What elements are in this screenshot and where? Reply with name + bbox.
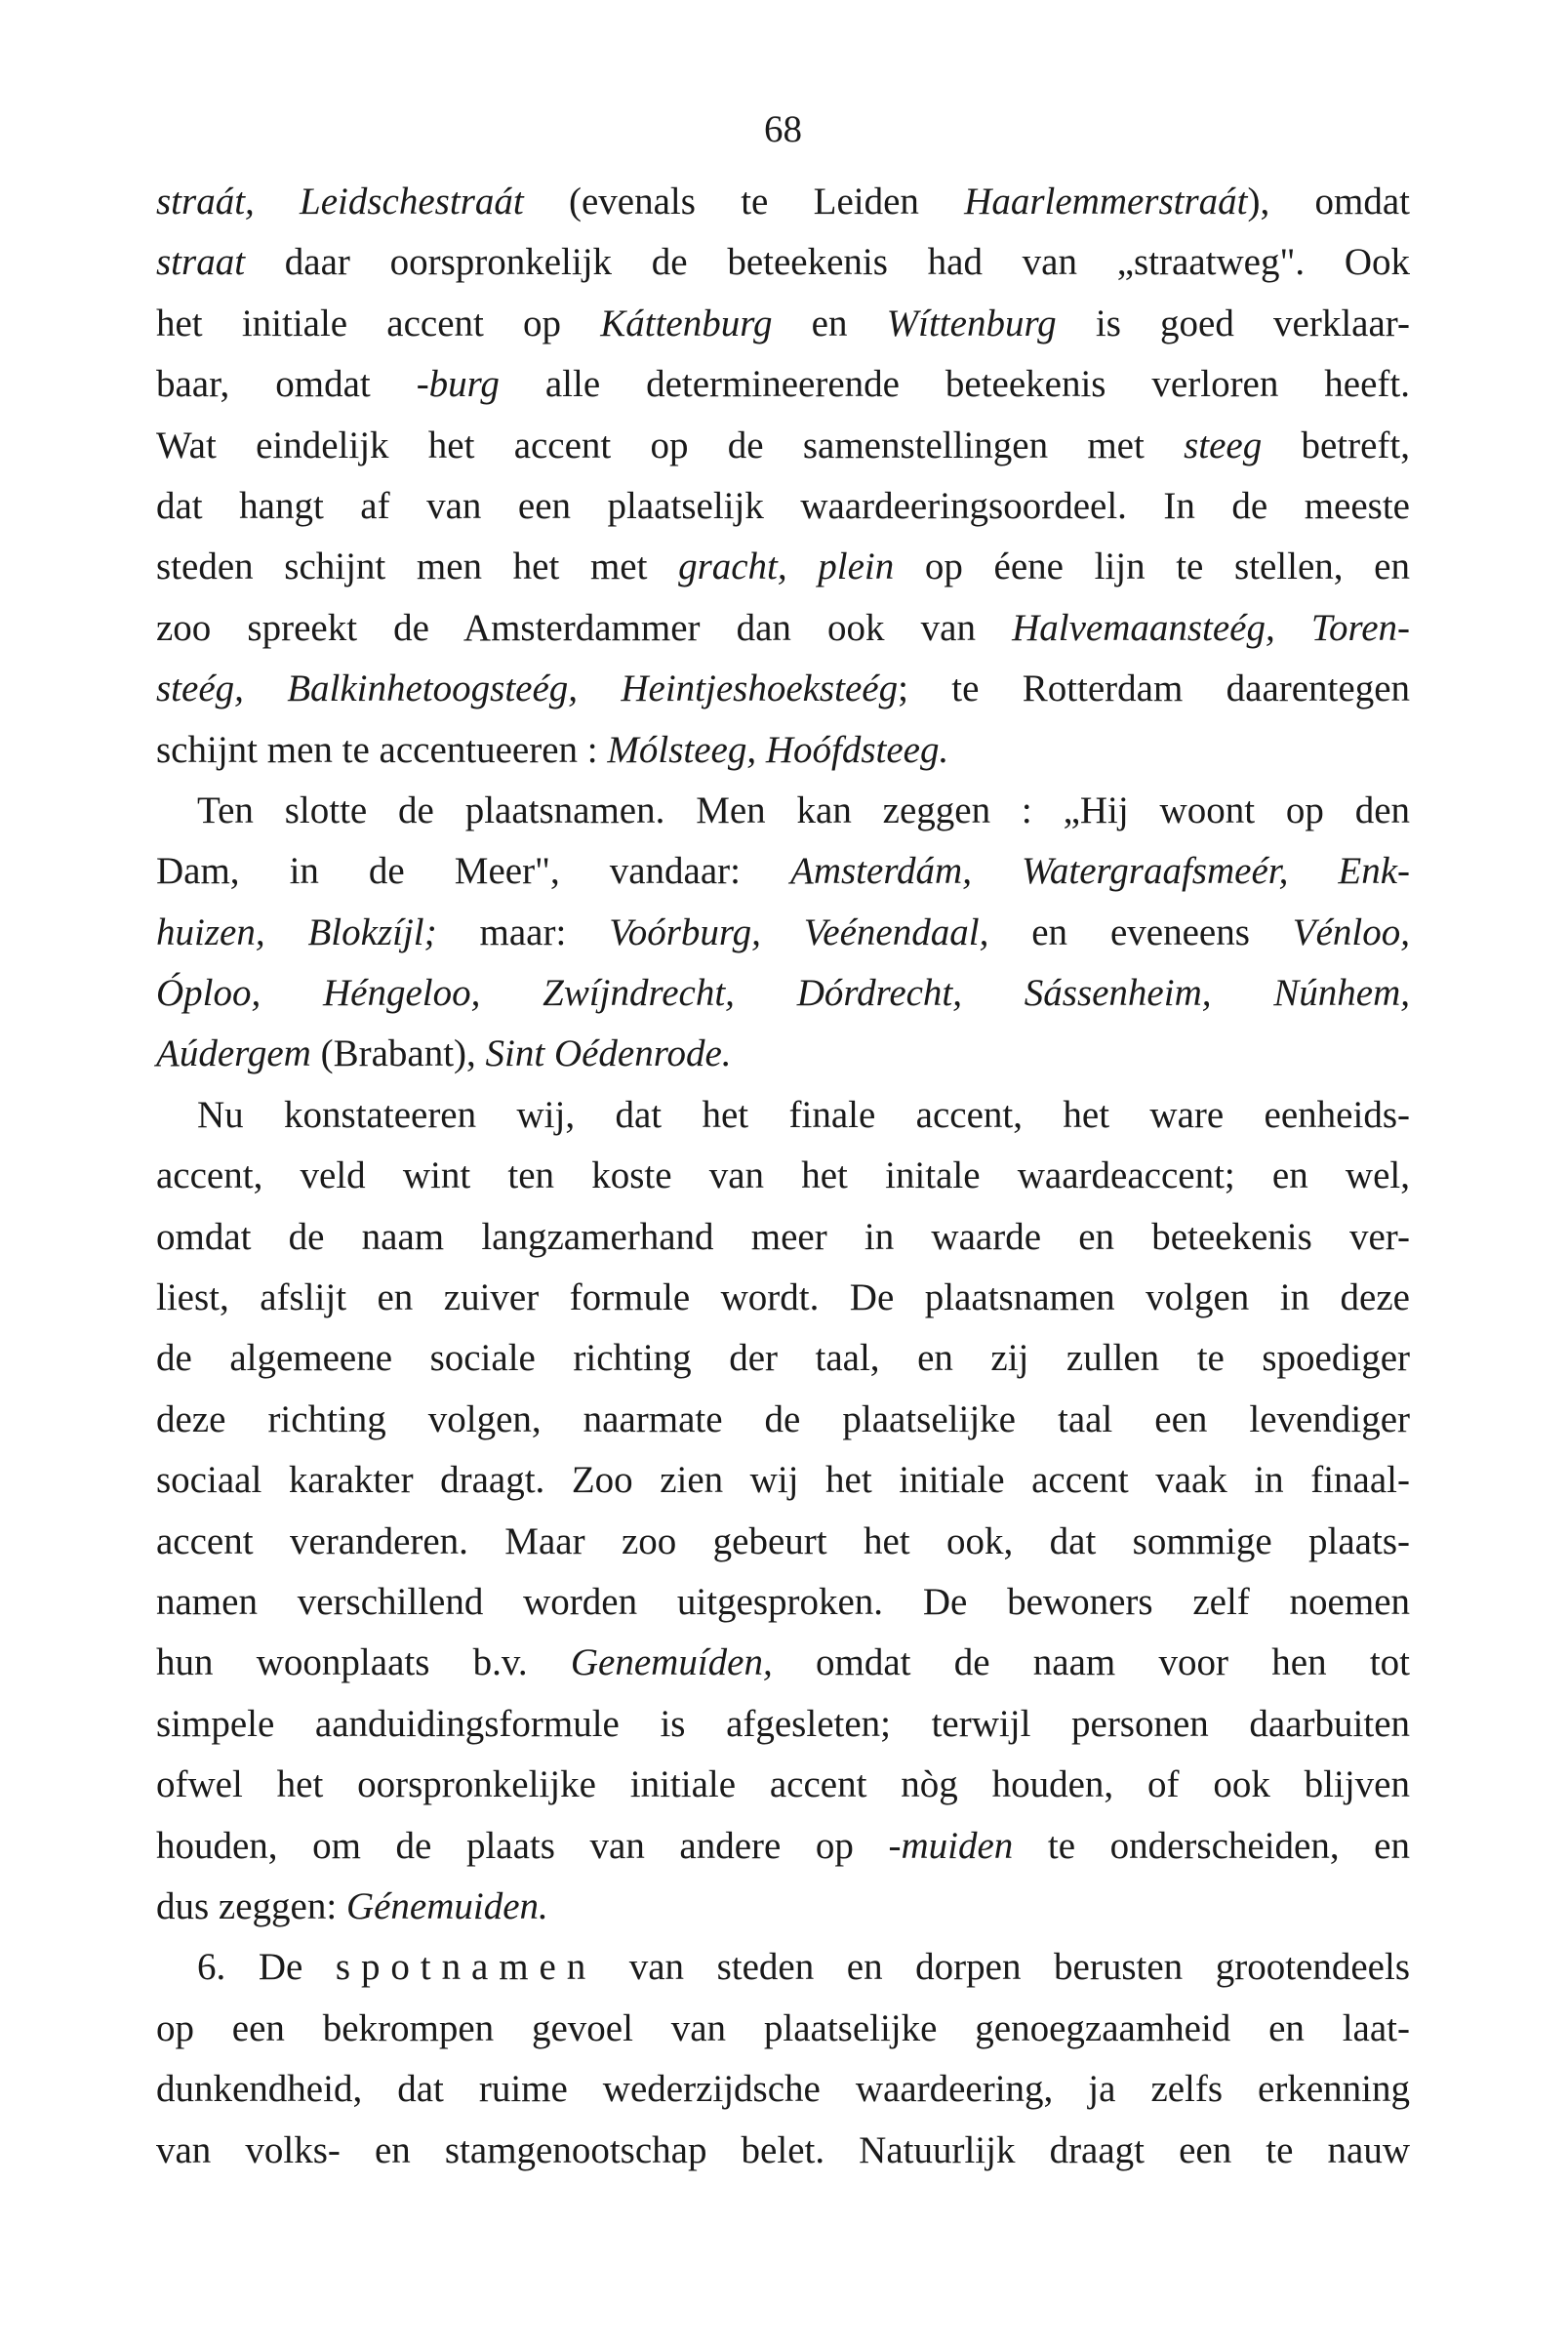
text-segment: op éene lijn te stellen, en bbox=[894, 546, 1410, 588]
text-segment: Ten slotte de plaatsnamen. Men kan zeggen : „Hij woont op den bbox=[197, 789, 1410, 831]
text-line bbox=[156, 1999, 1410, 2059]
book-page bbox=[156, 0, 1410, 2347]
text-segment: en eveneens bbox=[988, 910, 1293, 953]
text-segment: schijnt men te accentueeren : bbox=[156, 728, 608, 771]
text-line bbox=[156, 1633, 1410, 1693]
text-line bbox=[156, 781, 1410, 841]
text-line bbox=[156, 1694, 1410, 1755]
text-segment: accent veranderen. Maar zoo gebeurt het ook, dat sommige plaats- bbox=[156, 1519, 1410, 1562]
text-segment: dunkendheid, dat ruime wederzijdsche waardeering, ja zelfs erkenning bbox=[156, 2068, 1410, 2111]
text-line bbox=[156, 598, 1410, 659]
text-segment: dus zeggen: bbox=[156, 1884, 346, 1927]
text-line bbox=[156, 1572, 1410, 1633]
text-segment: de algemeene sociale richting der taal, en zij zullen te spoediger bbox=[156, 1337, 1410, 1380]
text-segment: dat hangt af van een plaatselijk waardeeringsoordeel. In de meeste bbox=[156, 484, 1410, 527]
text-segment: simpele aanduidingsformule is afgesleten; terwijl personen daarbuiten bbox=[156, 1702, 1410, 1745]
text-segment: alle determineerende beteekenis verloren heeft. bbox=[499, 363, 1411, 406]
text-segment: baar, omdat bbox=[156, 363, 417, 406]
text-line bbox=[156, 1024, 1410, 1084]
text-segment: ofwel het oorspronkelijke initiale accent nòg houden, of ook blijven bbox=[156, 1763, 1410, 1806]
text-line bbox=[156, 232, 1410, 293]
italic-term: -burg bbox=[416, 363, 500, 406]
text-segment: (evenals te Leiden bbox=[523, 181, 965, 223]
text-segment: 6. De bbox=[197, 1946, 336, 1989]
text-line bbox=[156, 1937, 1410, 1998]
italic-term: Génemuiden. bbox=[345, 1884, 548, 1927]
italic-term: Amsterdám, Watergraafsmeér, Enk- bbox=[790, 850, 1410, 893]
text-segment: het initiale accent op bbox=[156, 302, 601, 344]
text-line bbox=[156, 1146, 1410, 1206]
text-segment: namen verschillend worden uitgesproken. De bewoners zelf noemen bbox=[156, 1580, 1410, 1623]
text-line bbox=[156, 1328, 1410, 1389]
text-segment: Wat eindelijk het accent op de samenstellingen met bbox=[156, 424, 1185, 466]
text-line bbox=[156, 1390, 1410, 1450]
text-line bbox=[156, 2059, 1410, 2120]
italic-term: Voórburg, Veénendaal, bbox=[609, 910, 989, 953]
italic-term: huizen, Blokzíjl; bbox=[156, 910, 437, 953]
text-line bbox=[156, 1450, 1410, 1511]
text-segment: ), omdat bbox=[1247, 181, 1411, 223]
text-segment: liest, afslijt en zuiver formule wordt. De plaatsnamen volgen in deze bbox=[156, 1276, 1410, 1319]
italic-term: Halvemaansteég, Toren- bbox=[1012, 606, 1410, 649]
text-line bbox=[156, 1755, 1410, 1815]
text-line bbox=[156, 172, 1410, 232]
italic-term: steég, Balkinhetoogsteég, Heintjeshoeksteég bbox=[156, 668, 899, 710]
text-line bbox=[156, 1877, 1410, 1937]
italic-term: Vénloo, bbox=[1292, 910, 1410, 953]
text-segment: ; te Rotterdam daarentegen bbox=[898, 668, 1411, 710]
italic-term: Mólsteeg, Hoófdsteeg. bbox=[607, 728, 949, 771]
text-segment: accent, veld wint ten koste van het initale waardeaccent; en wel, bbox=[156, 1154, 1410, 1197]
body-text bbox=[156, 172, 1410, 2181]
italic-term: -muiden bbox=[888, 1824, 1014, 1867]
italic-term: straát, Leidschestraát bbox=[156, 181, 524, 223]
text-segment: is goed verklaar- bbox=[1056, 302, 1410, 344]
text-segment: steden schijnt men het met bbox=[156, 546, 679, 588]
text-line bbox=[156, 963, 1410, 1024]
italic-term: Aúdergem bbox=[156, 1032, 311, 1075]
text-line bbox=[156, 1085, 1410, 1146]
italic-term: gracht, plein bbox=[678, 546, 895, 588]
italic-term: Káttenburg bbox=[600, 302, 773, 344]
text-segment: (Brabant), bbox=[310, 1032, 486, 1075]
text-segment: op een bekrompen gevoel van plaatselijke genoegzaamheid en laat- bbox=[156, 2006, 1410, 2049]
text-line bbox=[156, 416, 1410, 476]
text-line bbox=[156, 1816, 1410, 1877]
text-line bbox=[156, 659, 1410, 719]
italic-term: Sint Oédenrode. bbox=[485, 1032, 732, 1075]
text-segment: hun woonplaats b.v. bbox=[156, 1641, 571, 1684]
text-segment: betreft, bbox=[1262, 424, 1410, 466]
text-line bbox=[156, 1512, 1410, 1572]
text-segment: daar oorspronkelijk de beteekenis had van „straatweg". Ook bbox=[245, 241, 1410, 284]
italic-term: Wíttenburg bbox=[886, 302, 1057, 344]
text-segment: en bbox=[772, 302, 887, 344]
text-line bbox=[156, 476, 1410, 537]
italic-term: Óploo, Héngeloo, Zwíjndrecht, Dórdrecht, Sássenheim, Núnhem, bbox=[156, 972, 1410, 1015]
text-segment: van steden en dorpen berusten grootendeels bbox=[596, 1946, 1410, 1989]
text-segment: omdat de naam voor hen tot bbox=[772, 1641, 1410, 1684]
text-segment: te onderscheiden, en bbox=[1013, 1824, 1410, 1867]
text-line bbox=[156, 537, 1410, 597]
text-segment: Nu konstateeren wij, dat het finale accent, het ware eenheids- bbox=[197, 1093, 1410, 1136]
text-segment: deze richting volgen, naarmate de plaatselijke taal een levendiger bbox=[156, 1397, 1410, 1440]
text-line bbox=[156, 2121, 1410, 2181]
text-line bbox=[156, 903, 1410, 963]
text-segment: omdat de naam langzamerhand meer in waarde en beteekenis ver- bbox=[156, 1215, 1410, 1258]
spaced-term: spotnamen bbox=[335, 1946, 597, 1989]
italic-term: steeg bbox=[1184, 424, 1263, 466]
text-line bbox=[156, 841, 1410, 902]
text-segment: maar: bbox=[436, 910, 610, 953]
text-segment: Dam, in de Meer", vandaar: bbox=[156, 850, 791, 893]
text-segment: van volks- en stamgenootschap belet. Natuurlijk draagt een te nauw bbox=[156, 2128, 1410, 2171]
italic-term: Genemuíden, bbox=[570, 1641, 773, 1684]
italic-term: straat bbox=[156, 241, 246, 284]
text-segment: houden, om de plaats van andere op bbox=[156, 1824, 889, 1867]
text-segment: sociaal karakter draagt. Zoo zien wij het initiale accent vaak in finaal- bbox=[156, 1459, 1410, 1502]
text-line bbox=[156, 294, 1410, 354]
text-line bbox=[156, 1268, 1410, 1328]
text-line bbox=[156, 720, 1410, 781]
text-line bbox=[156, 1207, 1410, 1268]
italic-term: Haarlemmerstraát bbox=[964, 181, 1248, 223]
text-line bbox=[156, 354, 1410, 415]
text-segment: zoo spreekt de Amsterdammer dan ook van bbox=[156, 606, 1013, 649]
page-number: 68 bbox=[764, 108, 802, 150]
